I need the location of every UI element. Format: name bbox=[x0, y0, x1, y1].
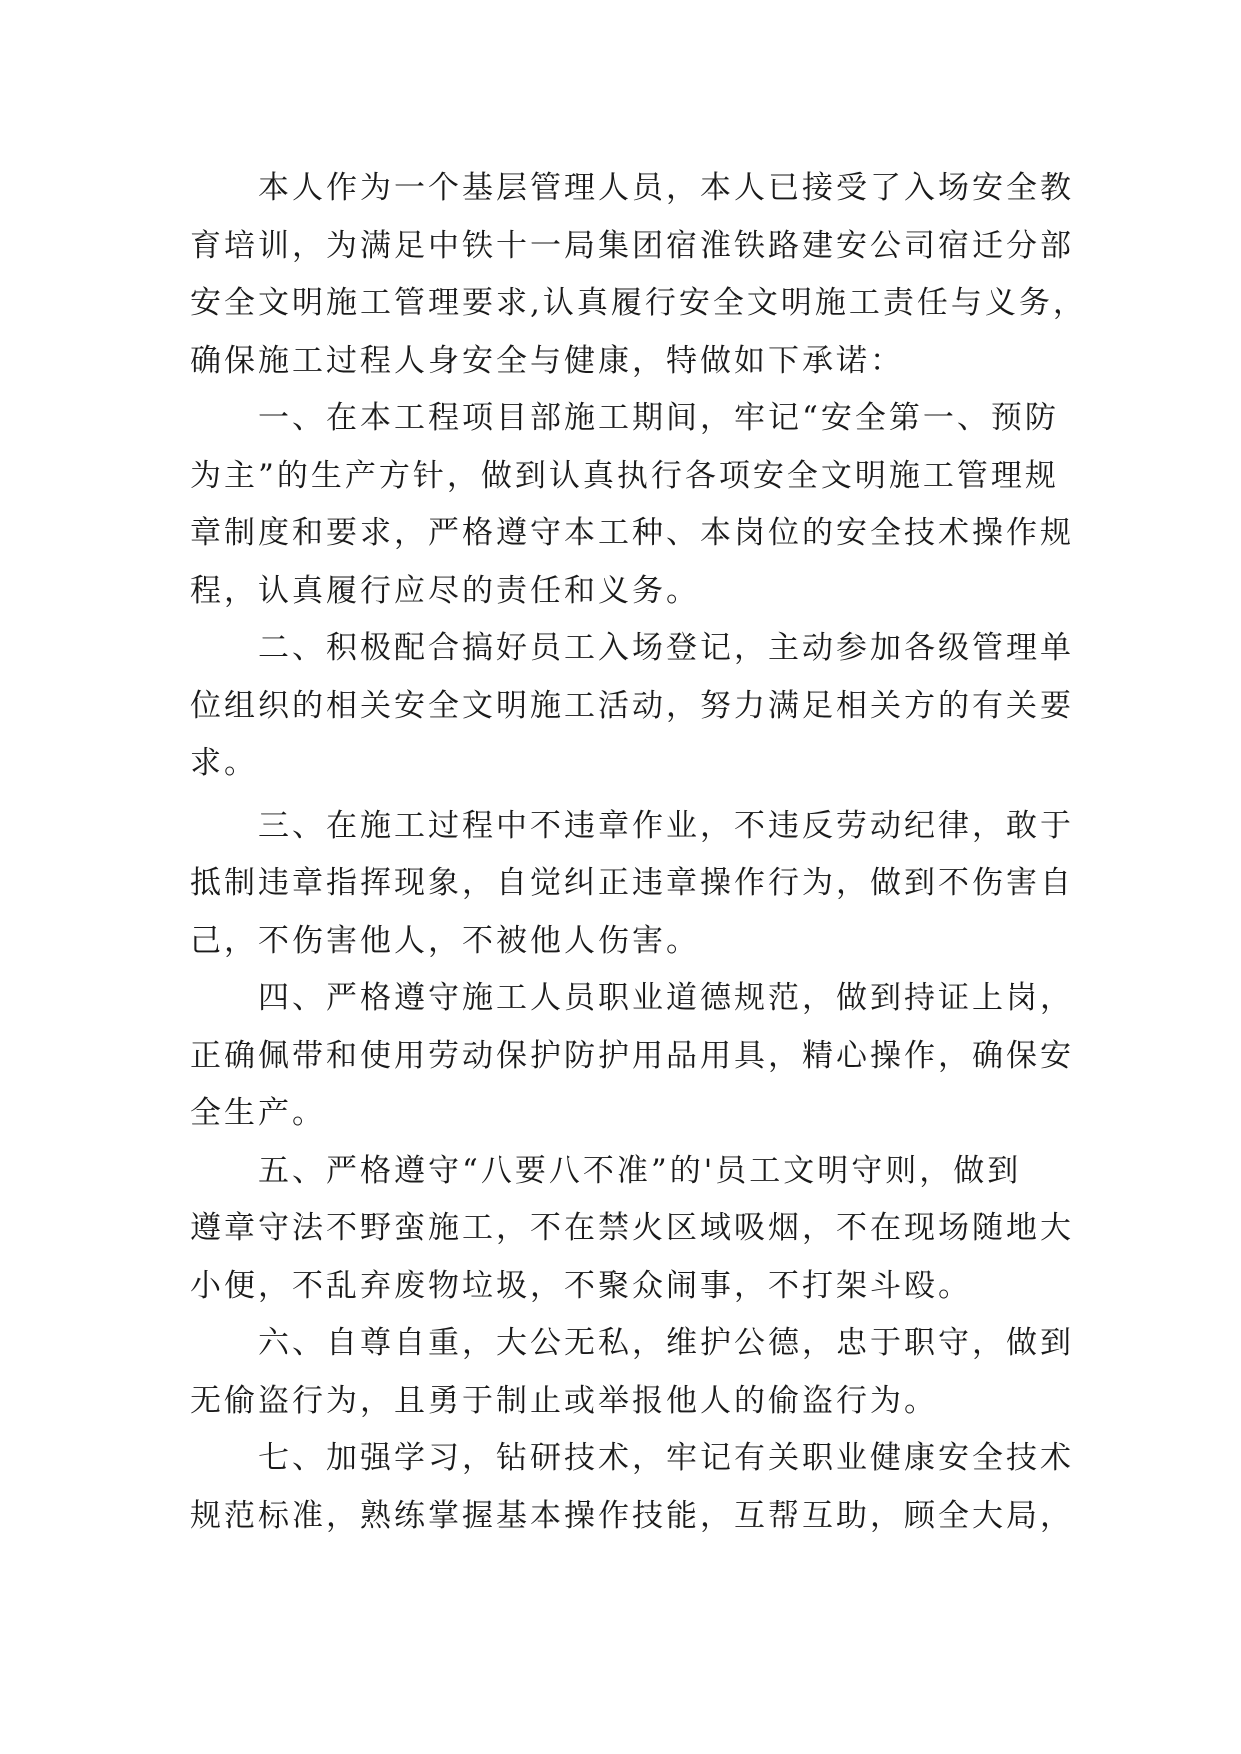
text-line: 安全文明施工管理要求,认真履行安全文明施工责任与义务， bbox=[190, 285, 1087, 321]
text-line: 一、在本工程项目部施工期间，牢记“安全第一、预防 bbox=[258, 400, 1059, 436]
text-line: 无偷盗行为，且勇于制止或举报他人的偷盗行为。 bbox=[190, 1382, 938, 1419]
text-line: 七、加强学习，钻研技术，牢记有关职业健康安全技术 bbox=[258, 1440, 1074, 1476]
text-line: 章制度和要求，严格遵守本工种、本岗位的安全技术操作规 bbox=[190, 515, 1074, 551]
text-line: 正确佩带和使用劳动保护防护用品用具，精心操作，确保安 bbox=[190, 1037, 1074, 1074]
text-line: 位组织的相关安全文明施工活动，努力满足相关方的有关要 bbox=[190, 687, 1074, 724]
text-line: 为主”的生产方针，做到认真执行各项安全文明施工管理规 bbox=[190, 457, 1059, 494]
text-line: 规范标准，熟练掌握基本操作技能，互帮互助，顾全大局， bbox=[190, 1497, 1074, 1534]
text-line: 求。 bbox=[190, 745, 258, 781]
text-line: 己，不伤害他人，不被他人伤害。 bbox=[190, 922, 700, 959]
text-line: 六、自尊自重，大公无私，维护公德，忠于职守，做到 bbox=[258, 1325, 1074, 1361]
text-line: 二、积极配合搞好员工入场登记，主动参加各级管理单 bbox=[258, 630, 1074, 666]
text-line: 三、在施工过程中不违章作业，不违反劳动纪律，敢于 bbox=[258, 807, 1074, 844]
text-line: 遵章守法不野蛮施工，不在禁火区域吸烟，不在现场随地大 bbox=[190, 1210, 1074, 1246]
text-line: 五、严格遵守“八要八不准”的'员工文明守则，做到 bbox=[258, 1152, 1022, 1189]
text-line: 抵制违章指挥现象，自觉纠正违章操作行为，做到不伤害自 bbox=[190, 865, 1074, 901]
document-body bbox=[190, 160, 1090, 1545]
text-line: 小便，不乱弃废物垃圾，不聚众闹事，不打架斗殴。 bbox=[190, 1267, 972, 1304]
text-line: 本人作为一个基层管理人员，本人已接受了入场安全教 bbox=[258, 170, 1074, 206]
text-line: 确保施工过程人身安全与健康，特做如下承诺： bbox=[190, 342, 904, 379]
text-line: 全生产。 bbox=[190, 1095, 326, 1131]
text-line: 四、严格遵守施工人员职业道德规范，做到持证上岗， bbox=[258, 980, 1074, 1016]
text-line: 育培训，为满足中铁十一局集团宿淮铁路建安公司宿迁分部 bbox=[190, 227, 1074, 264]
text-line: 程，认真履行应尽的责任和义务。 bbox=[190, 572, 700, 609]
